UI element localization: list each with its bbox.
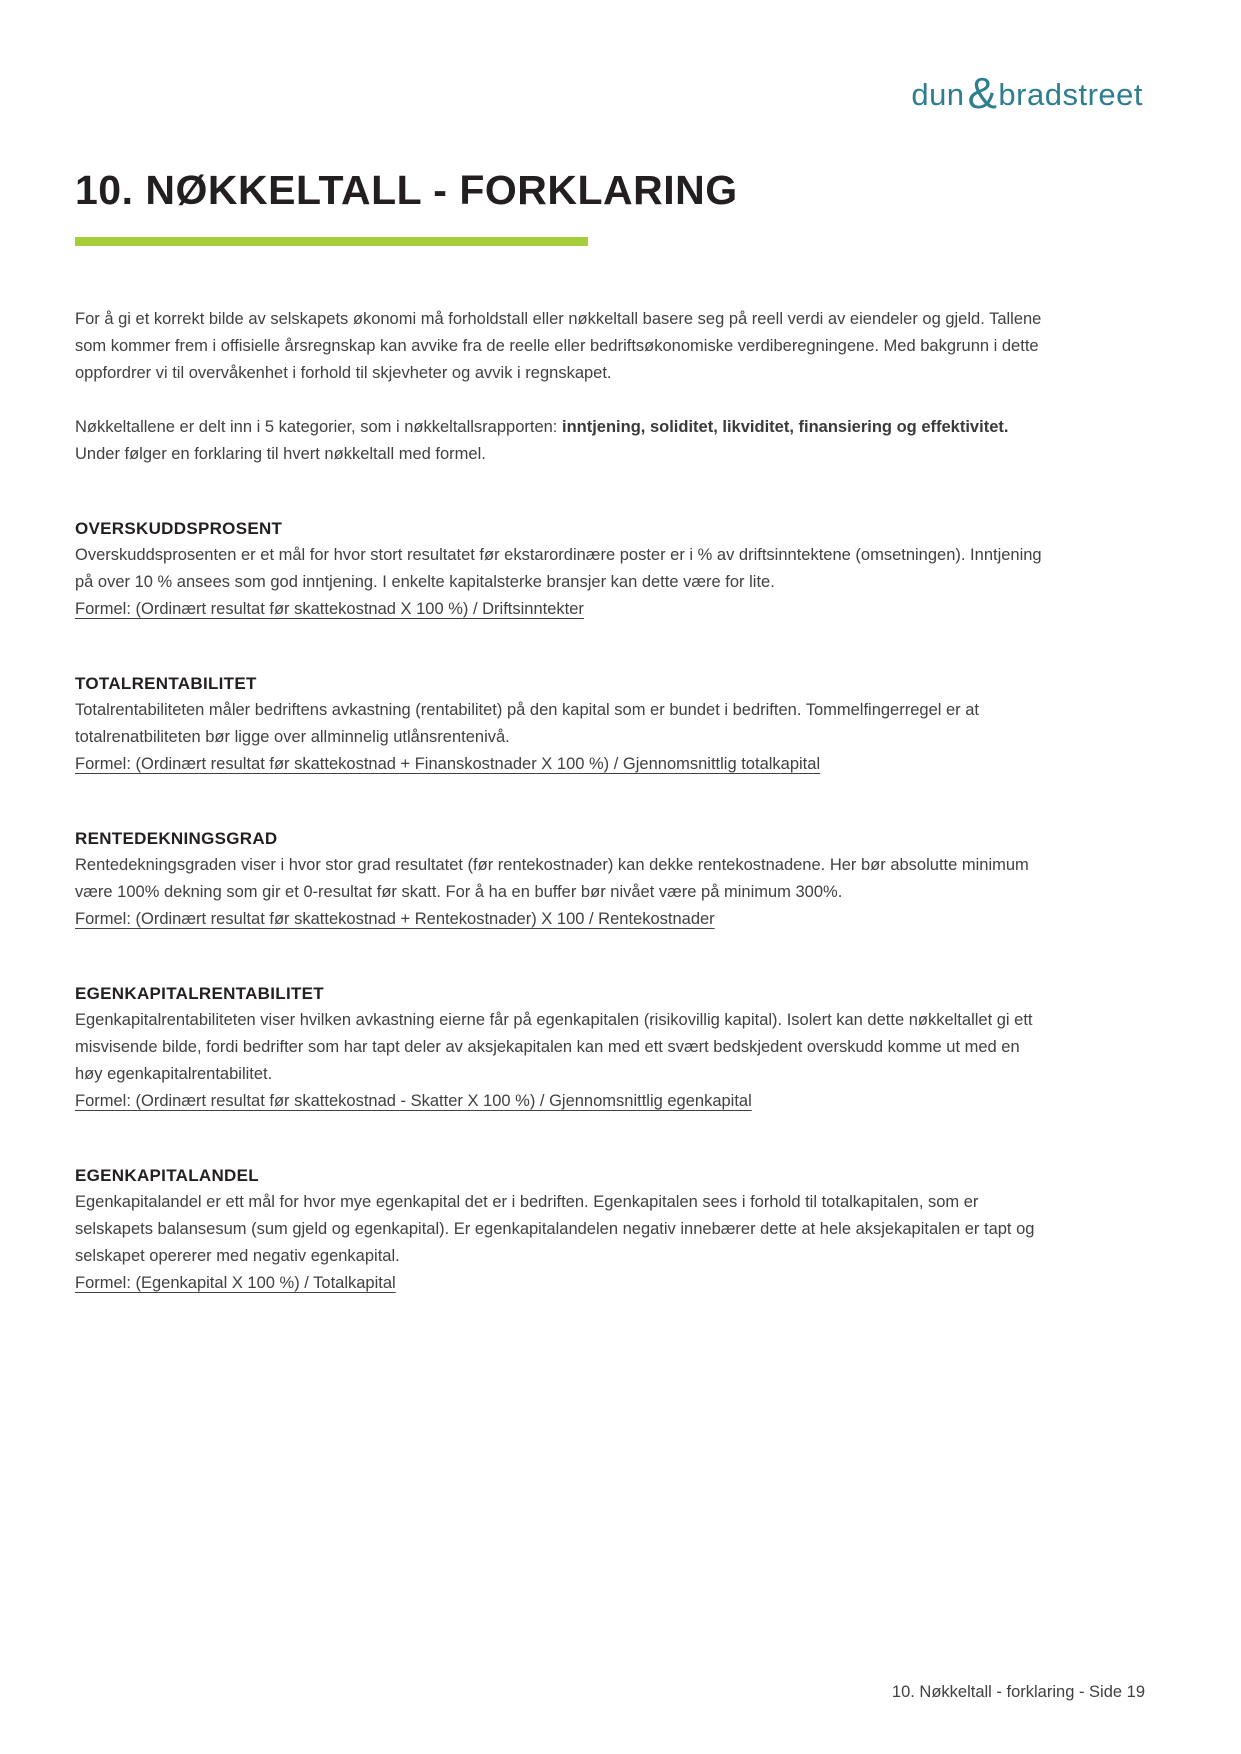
section-formula: Formel: (Ordinært resultat før skattekostnad X 100 %) / Driftsinntekter <box>75 600 584 619</box>
section-heading: OVERSKUDDSPROSENT <box>75 519 283 539</box>
section-heading: EGENKAPITALRENTABILITET <box>75 984 324 1004</box>
section-body: Rentedekningsgraden viser i hvor stor grad resultatet (før rentekostnader) kan dekke rentekostnadene. Her bør absolutte minimum være 100% dekning som gir et 0-resultat før skatt. For å ha en buffer bør nivået være på minimum 300%. <box>75 856 1029 902</box>
section-overskuddsprosent <box>75 515 1050 623</box>
section-egenkapitalandel <box>75 1162 1050 1297</box>
title-accent-rule <box>75 237 588 246</box>
section-egenkapitalrentabilitet <box>75 980 1050 1115</box>
section-heading: EGENKAPITALANDEL <box>75 1166 259 1186</box>
intro-paragraph-2-normal-end: Under følger en forklaring til hvert nøkkeltall med formel. <box>75 445 486 464</box>
section-body: Egenkapitalandel er ett mål for hvor mye egenkapital det er i bedriften. Egenkapitalen sees i forhold til totalkapitalen, som er selskapets balansesum (sum gjeld og egenkapital). Er egenkapitalandelen negativ innebærer dette at hele aksjekapitalen er tapt og selskapet opererer med negativ egenkapital. <box>75 1193 1035 1266</box>
section-heading: TOTALRENTABILITET <box>75 674 257 694</box>
dun-bradstreet-logo <box>911 66 1143 116</box>
logo-ampersand-icon: & <box>967 69 998 118</box>
intro-paragraph-2-bold: inntjening, soliditet, likviditet, finansiering og effektivitet. <box>561 418 1009 437</box>
section-body: Egenkapitalrentabiliteten viser hvilken avkastning eierne får på egenkapitalen (risikovillig kapital). Isolert kan dette nøkkeltallet gi ett misvisende bilde, fordi bedrifter som har tapt deler av aksjekapitalen kan med ett svært bedskjedent overskudd komme ut med en høy egenkapitalrentabilitet. <box>75 1011 1033 1084</box>
intro-paragraph-2 <box>75 414 1050 468</box>
section-body: Overskuddsprosenten er et mål for hvor stort resultatet før ekstarordinære poster er i % av driftsinntektene (omsetningen). Inntjening på over 10 % ansees som god inntjening. I enkelte kapitalsterke bransjer kan dette være for lite. <box>75 546 1042 592</box>
page-title: 10. NØKKELTALL - FORKLARING <box>75 167 738 213</box>
section-formula: Formel: (Ordinært resultat før skattekostnad + Rentekostnader) X 100 / Rentekostnader <box>75 910 715 929</box>
intro-paragraph-1: For å gi et korrekt bilde av selskapets økonomi må forholdstall eller nøkkeltall basere seg på reell verdi av eiendeler og gjeld. Tallene som kommer frem i offisielle årsregnskap kan avvike fra de reelle eller bedriftsøkonomiske verdiberegningene. Med bakgrunn i dette oppfordrer vi til overvåkenhet i forhold til skjevheter og avvik i regnskapet. <box>75 310 1042 383</box>
section-rentedekningsgrad <box>75 825 1050 933</box>
section-formula: Formel: (Ordinært resultat før skattekostnad - Skatter X 100 %) / Gjennomsnittlig egenkapital <box>75 1092 752 1111</box>
section-totalrentabilitet <box>75 670 1050 778</box>
section-body: Totalrentabiliteten måler bedriftens avkastning (rentabilitet) på den kapital som er bundet i bedriften. Tommelfingerregel er at totalrenatbiliteten bør ligge over allminnelig utlånsrentenivå. <box>75 701 980 747</box>
page-footer: 10. Nøkkeltall - forklaring - Side 19 <box>891 1683 1145 1701</box>
logo-word-dun: dun <box>911 77 965 112</box>
section-formula: Formel: (Ordinært resultat før skattekostnad + Finanskostnader X 100 %) / Gjennomsnittlig totalkapital <box>75 755 821 774</box>
section-formula: Formel: (Egenkapital X 100 %) / Totalkapital <box>75 1274 396 1293</box>
logo-word-bradstreet: bradstreet <box>998 77 1143 112</box>
intro-paragraph-2-normal-start: Nøkkeltallene er delt inn i 5 kategorier, som i nøkkeltallsrapporten: <box>75 418 562 437</box>
section-heading: RENTEDEKNINGSGRAD <box>75 829 278 849</box>
